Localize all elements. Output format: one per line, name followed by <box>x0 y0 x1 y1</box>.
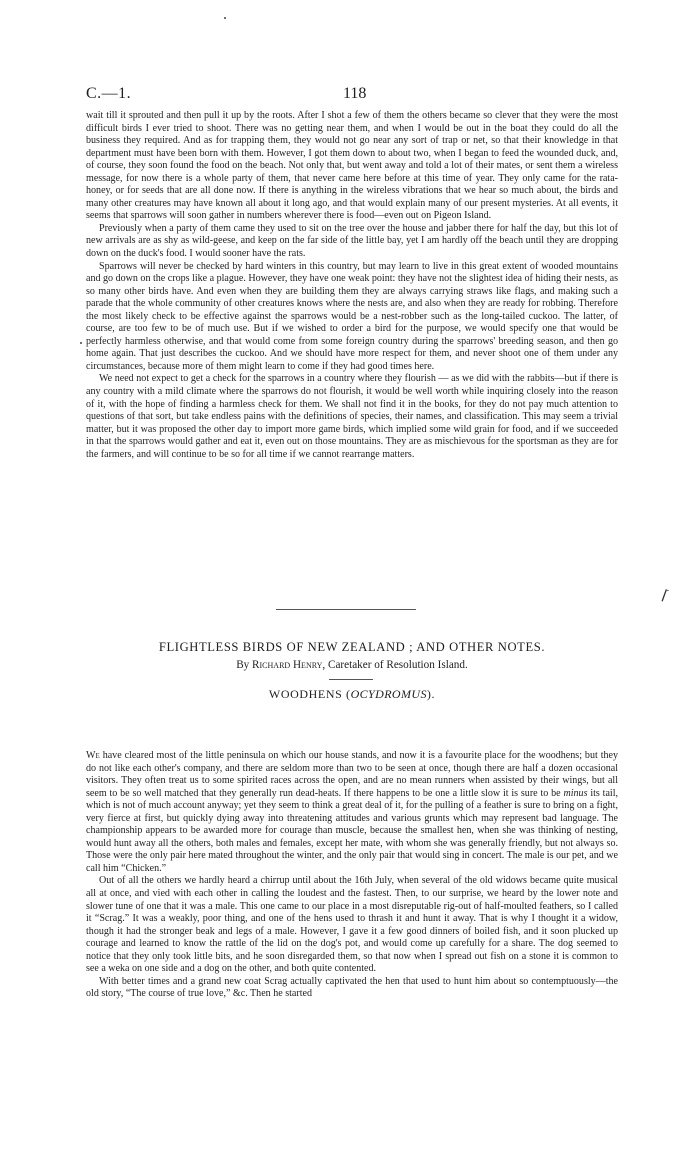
page-number: 118 <box>343 85 367 102</box>
subheading-text: WOODHENS ( <box>268 687 351 701</box>
margin-pencil-mark: ⌈ <box>659 588 670 605</box>
section-divider <box>276 609 416 610</box>
article-byline <box>86 659 618 671</box>
byline-author: Richard Henry <box>252 659 323 671</box>
subheading-latin: OCYDROMUS <box>350 687 427 701</box>
print-speck <box>80 342 82 344</box>
subheading-woodhens <box>86 687 618 702</box>
paragraph: Out of all the others we hardly heard a chirrup until about the 16th July, when several of the old widows became quite musical all at once, and vied with each other in calling the loudest and the fastest. Then, to our surprise, we heard by the lower note and slower tune of one that it was a male. This one came to our place in a most disreputable rig-out of half-moulted feathers, so I called it “Scrag.” It was a weakly, poor thing, and one of the hens used to thrash it and hunt it away. That is why I thought it a widow, though it had the stronger beak and legs of a male. However, I gave it a few good dinners of boiled fish, and it soon plucked up courage and learned to know the rattle of the lid on the dog's pot, and would come up carefully for a share. The dog seemed to notice that they only took little bits, and he soon disregarded them, so that now when I spread out fish on a stone it is common to see a weka on one side and a dog on the other, and both quite contented. <box>86 875 618 975</box>
paragraph: Previously when a party of them came they used to sit on the tree over the house and jabber there for half the day, but this lot of new arrivals are as shy as wild-geese, and keep on the far side of the little bay, yet I am hardly off the beach until they are dropping down on the duck's food. I would sooner have the rats. <box>86 222 618 260</box>
paragraph-text: its tail, which is not of much account anyway; yet they seem to think a great deal of it, for the pulling of a feather is sure to bring on a fight, very fierce at first, but quickly dying away into threatening attitudes and various grunts which may represent bad language. The championship appears to be awarded more for courage than muscle, because the smallest hen, when she was thinking of nesting, would hunt away all the others, both males and females, except her mate, with whom she was generally friendly, but not always so. Those were the only pair here mated throughout the winter, and the only pair that would sing in concert. The male is our pet, and we call him “Chicken.” <box>86 787 619 874</box>
paragraph-text: have cleared most of the little peninsula on which our house stands, and now it is a favourite place for the woodhens; but they do not like each other's company, and there are seldom more than two to be seen at once, though there are half a dozen occasional visitors. They often treat us to some spirited races across the open, and are no mean runners when assisted by their wings, but all seem to be so well matched that they generally run dead-heats. If there happens to be one a little slow it is sure to be <box>86 750 618 799</box>
italic-word: minus <box>563 787 588 799</box>
section-woodhens <box>86 750 618 1001</box>
paragraph: wait till it sprouted and then pull it up by the roots. After I shot a few of them the others became so clever that they were the most difficult birds I ever tried to shoot. There was no getting near them, and when I would be out in the boat they could do all the business they required. And as for trapping them, they would not go near any sort of trap or net, so that their knowledge in that department must have been born with them. However, I got them down to about two, when I began to feed the wounded duck, and, of course, they soon found the food on the beach. Not only that, but went away and told a lot of their mates, or sent them a wireless message, for now there is a whole party of them, that never came here before at this time of year. They only came for the rata-honey, or for seeds that are all done now. If there is anything in the wireless vibrations that we hear so much about, the birds and many other creatures may have known all about it long ago, and that would explain many of our present mysteries. At all events, it seems that sparrows will soon gather in numbers wherever there is food—even out on Pigeon Island. <box>86 110 618 222</box>
section-sparrows <box>86 110 618 461</box>
title-rule <box>329 679 373 680</box>
byline-suffix: , Caretaker of Resolution Island. <box>322 659 468 671</box>
paragraph <box>86 750 618 875</box>
paragraph: We need not expect to get a check for the sparrows in a country where they flourish — as we did with the rabbits—but if there is any country with a mild climate where the sparrows do not flourish, it would be well worth while inquiring closely into the reason of it, with the hope of finding a harmless check for them. We shall not find it in the books, for they do not pay much attention to questions of that sort, but take endless pains with the definitions of species, their names, and classification. This may seem a trivial matter, but it was proposed the other day to import more game birds, which implied some wild grain for food, and if we succeeded in that the sparrows would gather and eat it, even out on those mountains. They are as mischievous for the sportsman as they are for the farmers, and will continue to be so for all time if we cannot rearrange matters. <box>86 373 618 460</box>
paragraph: With better times and a grand new coat Scrag actually captivated the hen that used to hunt him about so contemptuously—the old story, “The course of true love,” &c. Then he started <box>86 975 618 1000</box>
byline-prefix: By <box>236 659 253 671</box>
paragraph: Sparrows will never be checked by hard winters in this country, but may learn to live in this great extent of wooded mountains and go down on the crops like a plague. However, they have one weak point: they have not the slightest idea of hiding their nests, as so many other birds have. And even when they are building them they are always carrying straws like flags, and making such a parade that the whole community of other creatures knows where the nests are, and also when they are ready for robbing. Therefore the most likely check to be effective against the sparrows would be a nest-robber such as the long-tailed cuckoo. The latter, of course, are too few to be of much use. But if we wished to order a bird for the purpose, we would specify one that would be perfectly harmless otherwise, and that would come from some foreign country during the sparrows' breeding season, and then go home again. That just describes the cuckoo. And we should have more respect for them, and never shoot one of them under any circumstances, because more of them might learn to come if they had good times here. <box>86 260 618 372</box>
print-speck <box>224 17 226 19</box>
opening-word: We <box>86 750 100 761</box>
article-title: FLIGHTLESS BIRDS OF NEW ZEALAND ; AND OTHER NOTES. <box>158 640 546 654</box>
report-code: C.—1. <box>86 85 132 102</box>
subheading-close: ). <box>426 687 436 701</box>
